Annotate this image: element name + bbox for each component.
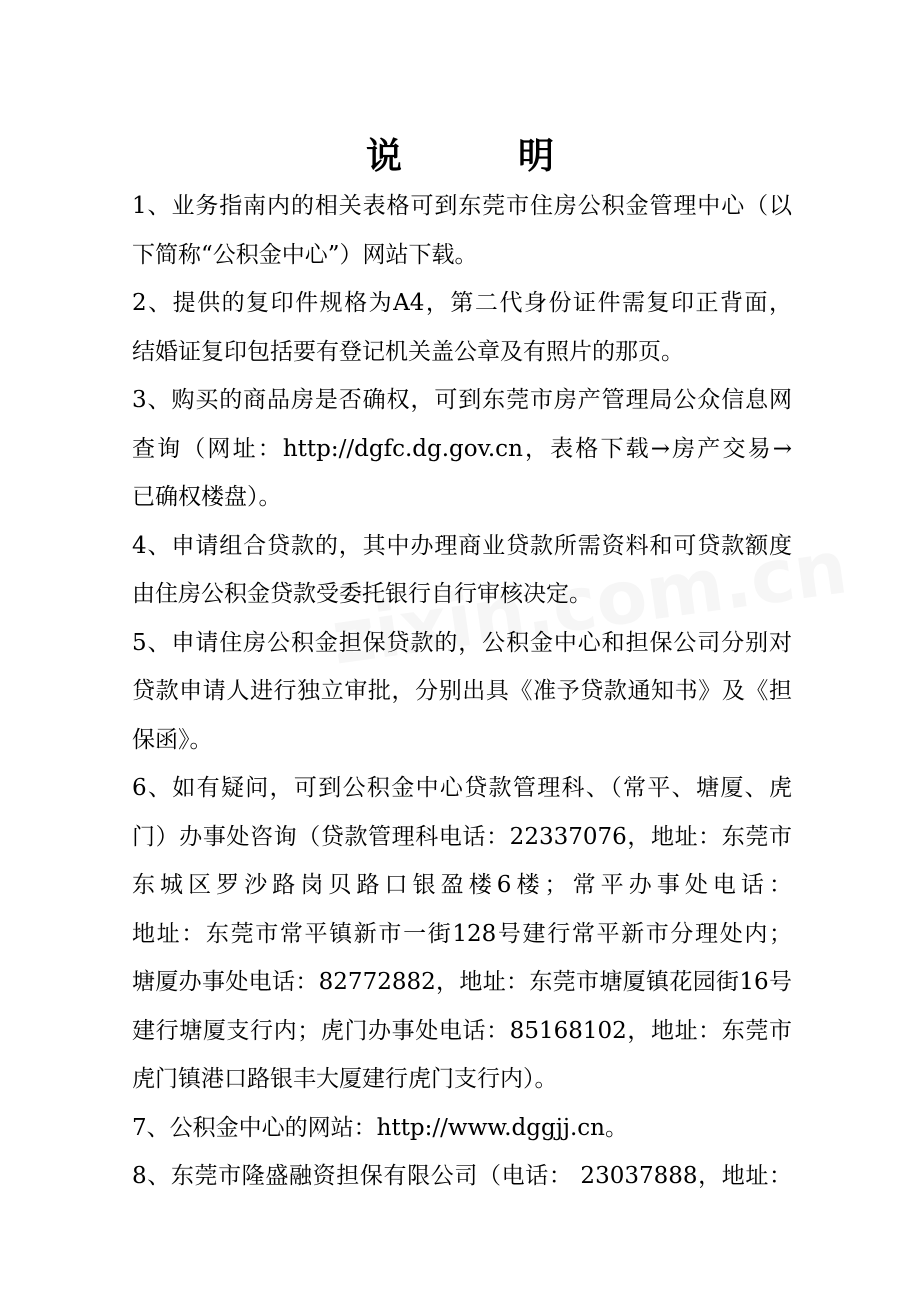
text-line: 结婚证复印包括要有登记机关盖公章及有照片的那页。 — [132, 338, 684, 365]
text-line: 门）办事处咨询（贷款管理科电话：22337076，地址：东莞市 — [132, 823, 792, 850]
text-line: 7、公积金中心的网站：http://www.dggjj.cn。 — [132, 1114, 628, 1141]
text-line: 5、申请住房公积金担保贷款的，公积金中心和担保公司分别对 — [132, 629, 792, 656]
notes-body — [132, 182, 792, 1201]
text-line: 8、东莞市隆盛融资担保有限公司（电话： 23037888，地址： — [132, 1163, 792, 1189]
text-line: 由住房公积金贷款受委托银行自行审核决定。 — [132, 581, 592, 607]
text-line: 2、提供的复印件规格为A4，第二代身份证件需复印正背面， — [132, 290, 792, 316]
text-line: 3、购买的商品房是否确权，可到东莞市房产管理局公众信息网 — [132, 387, 792, 413]
page-title: 说 明 — [365, 135, 594, 177]
text-line: 6、如有疑问，可到公积金中心贷款管理科、（常平、塘厦、虎 — [132, 775, 792, 801]
text-line: 查询（网址：http://dgfc.dg.gov.cn，表格下载→房产交易→ — [132, 435, 792, 462]
text-line: 虎门镇港口路银丰大厦建行虎门支行内）。 — [132, 1066, 558, 1092]
text-line: 4、申请组合贷款的，其中办理商业贷款所需资料和可贷款额度 — [132, 532, 792, 559]
text-line: 建行塘厦支行内；虎门办事处电话：85168102，地址：东莞市 — [132, 1017, 792, 1044]
text-line: 1、业务指南内的相关表格可到东莞市住房公积金管理中心（以 — [132, 193, 792, 219]
text-line: 下简称“公积金中心”）网站下载。 — [132, 241, 478, 268]
text-line: 保函》。 — [132, 726, 213, 753]
text-line: 已确权楼盘）。 — [132, 484, 282, 510]
text-line: 贷款申请人进行独立审批，分别出具《准予贷款通知书》及《担 — [132, 678, 792, 704]
text-line: 塘厦办事处电话：82772882，地址：东莞市塘厦镇花园街16号 — [132, 969, 792, 995]
text-line: 东城区罗沙路岗贝路口银盈楼6楼；常平办事处电话： — [132, 872, 792, 898]
text-line: 地址：东莞市常平镇新市一街128号建行常平新市分理处内； — [132, 920, 792, 947]
